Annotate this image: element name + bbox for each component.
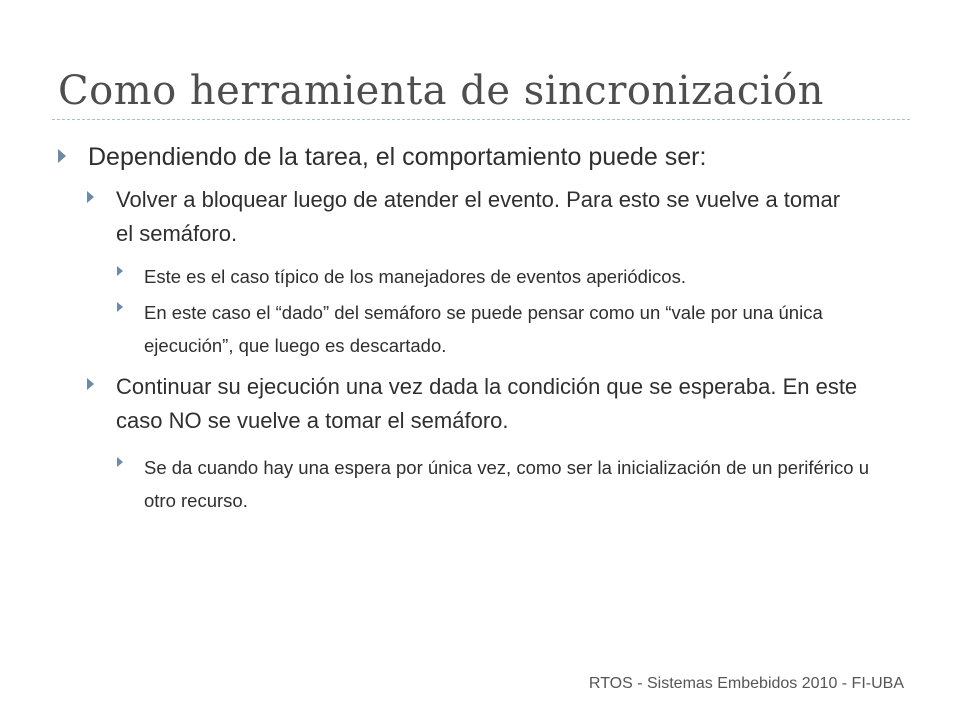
bullet-item-level3 xyxy=(144,296,904,362)
bullet-item-level2 xyxy=(116,370,876,438)
bullet-arrow-icon xyxy=(117,457,123,467)
bullet-arrow-icon xyxy=(117,302,123,312)
bullet-arrow-icon xyxy=(87,191,94,203)
bullet-arrow-icon xyxy=(117,266,123,276)
bullet-item-level3 xyxy=(144,260,914,293)
bullet-text: Dependiendo de la tarea, el comportamiento puede ser: xyxy=(88,143,707,171)
bullet-text: En este caso el “dado” del semáforo se puede pensar como un “vale por una única ejecución”, que luego es descartado. xyxy=(144,302,823,356)
bullet-item-level1 xyxy=(88,140,908,174)
bullet-item-level2 xyxy=(116,183,856,251)
bullet-arrow-icon xyxy=(87,378,94,390)
title-divider xyxy=(52,119,910,120)
bullet-text: Volver a bloquear luego de atender el evento. Para esto se vuelve a tomar el semáforo. xyxy=(116,187,841,246)
bullet-item-level3 xyxy=(144,451,904,517)
bullet-text: Se da cuando hay una espera por única vez, como ser la inicialización de un periférico u otro recurso. xyxy=(144,457,870,511)
bullet-text: Este es el caso típico de los manejadores de eventos aperiódicos. xyxy=(144,266,686,287)
slide-footer: RTOS - Sistemas Embebidos 2010 - FI-UBA xyxy=(588,675,904,692)
bullet-arrow-icon xyxy=(58,149,66,163)
slide-title: Como herramienta de sincronización xyxy=(58,68,824,114)
bullet-text: Continuar su ejecución una vez dada la condición que se esperaba. En este caso NO se vuelve a tomar el semáforo. xyxy=(116,374,858,433)
